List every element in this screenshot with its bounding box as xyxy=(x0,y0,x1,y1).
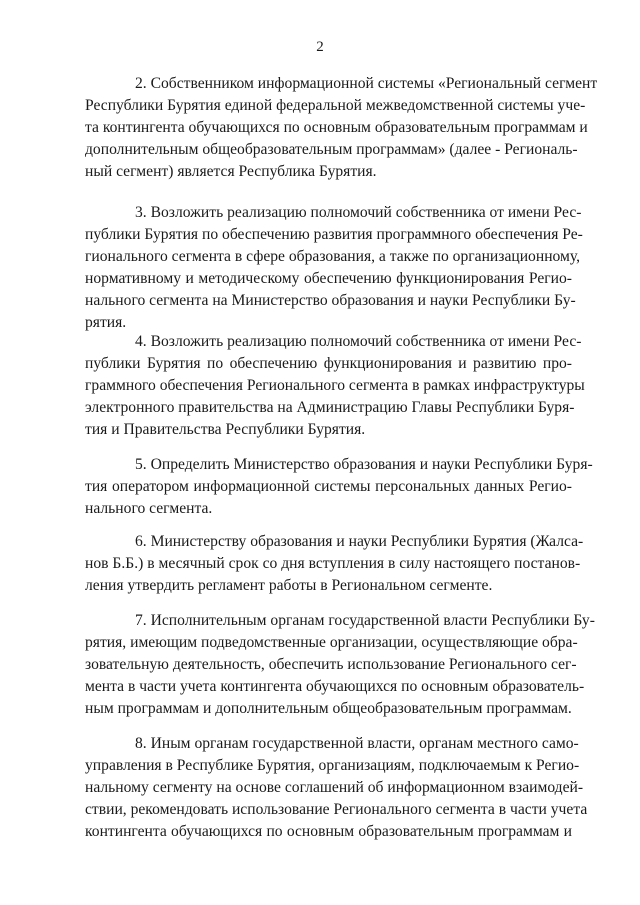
text-line: граммного обеспечения Регионального сегмента в рамках инфраструктуры xyxy=(85,377,585,394)
text-line: электронного правительства на Администрацию Главы Республики Буря- xyxy=(85,399,575,416)
text-line: 4. Возложить реализацию полномочий собственника от имени Рес- xyxy=(135,333,582,350)
text-line: та контингента обучающихся по основным образовательным программам и xyxy=(85,119,588,136)
text-line: рятия, имеющим подведомственные организации, осуществляющие обра- xyxy=(85,634,578,651)
text-line: мента в части учета контингента обучающихся по основным образователь- xyxy=(85,678,585,695)
text-line: нальному сегменту на основе соглашений об информационном взаимодей- xyxy=(85,779,584,796)
text-line: ления утвердить регламент работы в Региональном сегменте. xyxy=(85,577,493,594)
text-line: рятия. xyxy=(85,314,127,331)
text-line: гионального сегмента в сфере образования, а также по организационному, xyxy=(85,248,581,265)
paragraph-6 xyxy=(85,531,584,597)
text-line: 3. Возложить реализацию полномочий собственника от имени Рес- xyxy=(135,204,582,221)
text-line: 7. Исполнительным органам государственной власти Республики Бу- xyxy=(135,612,595,629)
paragraph-3 xyxy=(85,202,583,334)
text-line: нормативному и методическому обеспечению функционирования Регио- xyxy=(85,270,572,287)
text-line: ствии, рекомендовать использование Регионального сегмента в части учета xyxy=(85,801,588,818)
text-line: Республики Бурятия единой федеральной межведомственной системы уче- xyxy=(85,97,586,114)
text-line: зовательную деятельность, обеспечить использование Регионального сег- xyxy=(85,656,577,673)
text-line: ным программам и дополнительным общеобразовательным программам. xyxy=(85,700,572,717)
paragraph-8 xyxy=(85,733,588,843)
text-line: 2. Собственником информационной системы «Региональный сегмент xyxy=(135,75,598,92)
paragraph-4 xyxy=(85,331,585,441)
text-line: контингента обучающихся по основным образовательным программам и xyxy=(85,823,572,840)
text-line: публики Бурятия по обеспечению функционирования и развитию про- xyxy=(85,355,572,372)
page-number: 2 xyxy=(316,39,324,55)
text-line: 5. Определить Министерство образования и науки Республики Буря- xyxy=(135,456,593,473)
text-line: управления в Республике Бурятия, организациям, подключаемым к Регио- xyxy=(85,757,580,774)
text-line: ный сегмент) является Республика Бурятия. xyxy=(85,163,377,180)
text-line: 8. Иным органам государственной власти, органам местного само- xyxy=(135,735,579,752)
paragraph-2 xyxy=(85,73,598,183)
text-line: тия оператором информационной системы персональных данных Регио- xyxy=(85,478,572,495)
paragraph-7 xyxy=(85,610,595,720)
text-line: нов Б.Б.) в месячный срок со дня вступления в силу настоящего постанов- xyxy=(85,555,581,572)
text-line: тия и Правительства Республики Бурятия. xyxy=(85,421,366,438)
text-line: нального сегмента на Министерство образования и науки Республики Бу- xyxy=(85,292,576,309)
paragraph-5 xyxy=(85,454,593,520)
text-line: 6. Министерству образования и науки Республики Бурятия (Жалса- xyxy=(135,533,584,550)
text-line: публики Бурятия по обеспечению развития программного обеспечения Ре- xyxy=(85,226,583,243)
text-line: дополнительным общеобразовательным программам» (далее - Региональ- xyxy=(85,141,578,158)
text-line: нального сегмента. xyxy=(85,500,213,517)
